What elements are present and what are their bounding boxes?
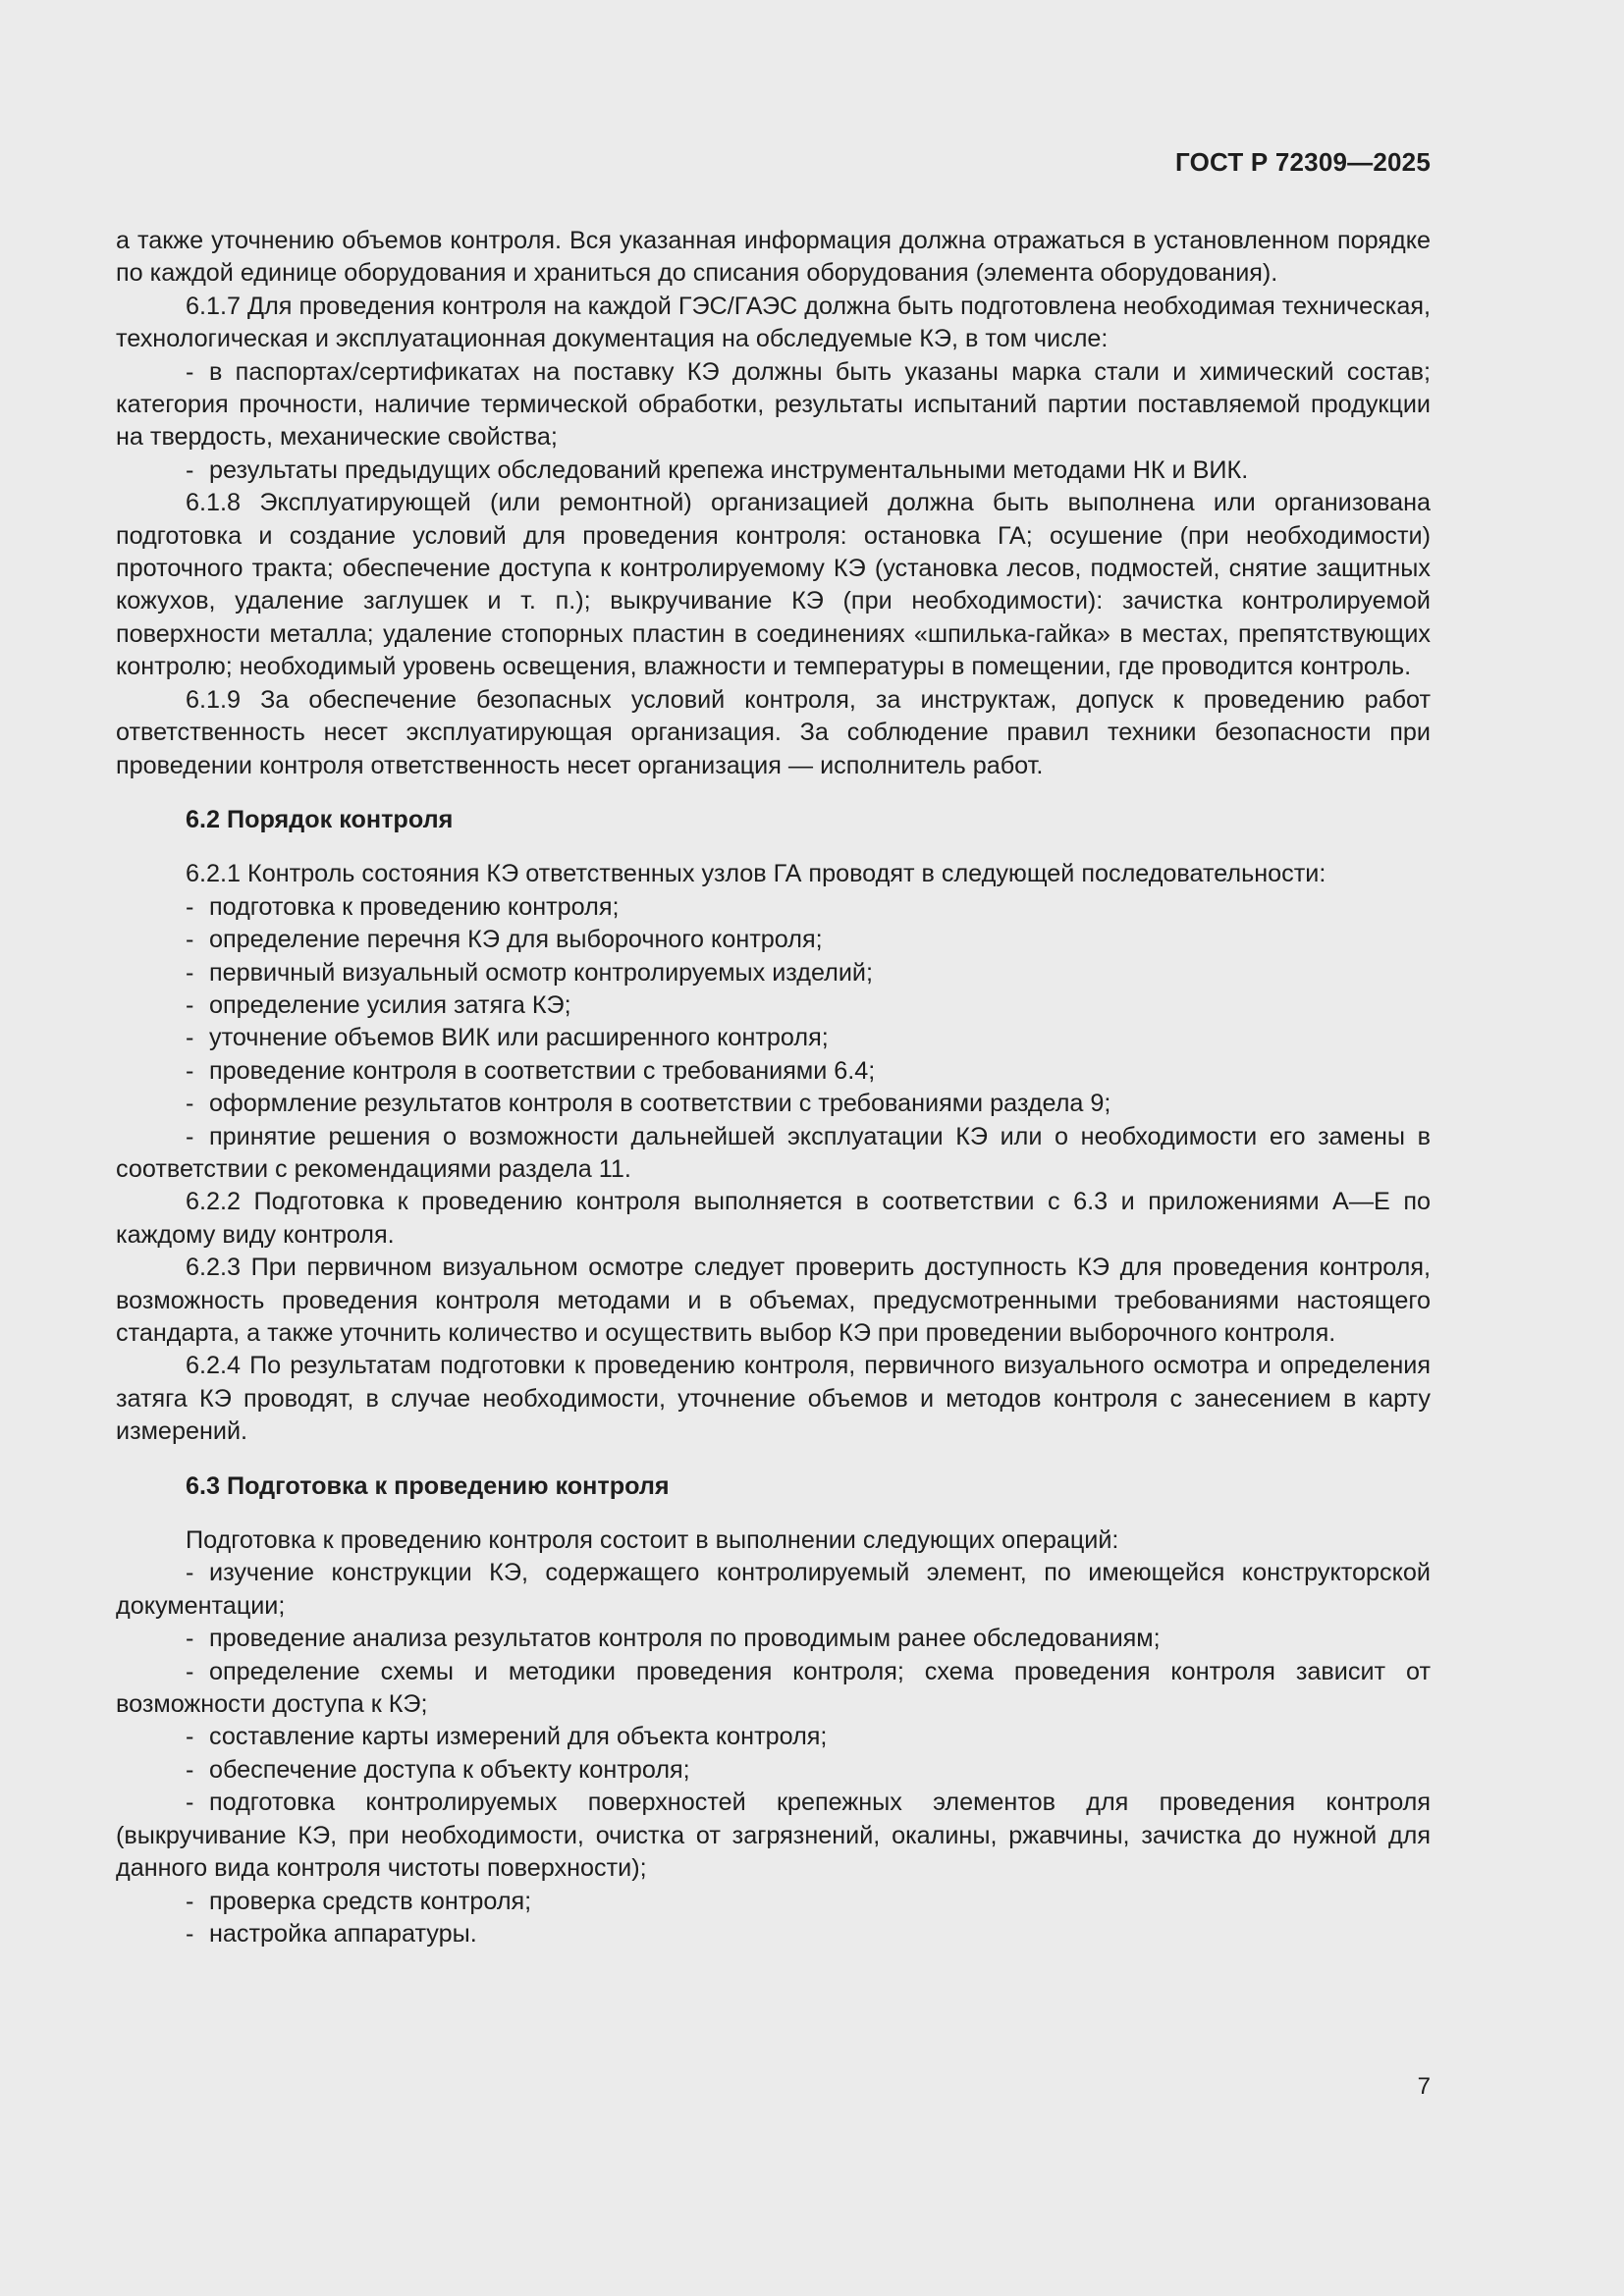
- list-item-text: проверка средств контроля;: [209, 1887, 532, 1915]
- list-item-text: оформление результатов контроля в соответствии с требованиями раздела 9;: [209, 1090, 1111, 1118]
- paragraph: 6.2.2 Подготовка к проведению контроля выполняется в соответствии с 6.3 и приложениями А—Е по каждому виду контроля.: [116, 1188, 1431, 1249]
- list-item-text: составление карты измерений для объекта контроля;: [209, 1723, 828, 1751]
- list-item: [116, 1754, 1431, 1787]
- list-item: [116, 891, 1431, 924]
- list-item: [116, 356, 1431, 454]
- list-bullet: -: [186, 990, 194, 1019]
- list-item-text: уточнение объемов ВИК или расширенного контроля;: [209, 1024, 829, 1052]
- list-item: [116, 1022, 1431, 1054]
- list-item-text: определение перечня КЭ для выборочного контроля;: [209, 926, 823, 954]
- page-number: 7: [1417, 2073, 1431, 2100]
- list-item: [116, 957, 1431, 989]
- list-bullet: -: [186, 892, 194, 921]
- document-code: ГОСТ Р 72309—2025: [1175, 147, 1431, 177]
- list-bullet: -: [186, 1789, 194, 1817]
- list-item-text: в паспортах/сертификатах на поставку КЭ должны быть указаны марка стали и химический состав; категория прочности, наличие термической обработки, результаты испытаний партии поставляемой продукции на твердость, механические свойства;: [116, 357, 1431, 452]
- list-bullet: -: [186, 455, 194, 484]
- list-item-text: принятие решения о возможности дальнейшей эксплуатации КЭ или о необходимости его замены в соответствии с рекомендациями раздела 11.: [116, 1122, 1431, 1183]
- list-item: [116, 1787, 1431, 1885]
- list-item: [116, 924, 1431, 956]
- list-bullet: -: [186, 926, 194, 954]
- list-item-text: обеспечение доступа к объекту контроля;: [209, 1755, 690, 1784]
- list-bullet: -: [186, 1657, 194, 1685]
- list-bullet: -: [186, 1723, 194, 1751]
- paragraph: 6.1.8 Эксплуатирующей (или ремонтной) организацией должна быть выполнена или организована подготовка и создание условий для проведения контроля: остановка ГА; осушение (при необходимости) проточного тракта; обеспечение доступа к контролируемому КЭ (установка лесов, подмостей, снятие защитных кожухов, удаление заглушек и т. п.); выкручивание КЭ (при необходимости): зачистка контролируемой поверхности металла; удаление стопорных пластин в соединениях «шпилька-гайка» в местах, препятствующих контролю; необходимый уровень освещения, влажности и температуры в помещении, где проводится контроль.: [116, 489, 1431, 681]
- list-bullet: -: [186, 1024, 194, 1052]
- list-item-text: подготовка контролируемых поверхностей крепежных элементов для проведения контроля (выкручивание КЭ, при необходимости, очистка от загрязнений, окалины, ржавчины, зачистка до нужной для данного вида контроля чистоты поверхности);: [116, 1789, 1431, 1883]
- list-bullet: -: [186, 1559, 194, 1587]
- list-item: [116, 1918, 1431, 1950]
- list-item-text: первичный визуальный осмотр контролируемых изделий;: [209, 958, 873, 987]
- paragraph: 6.1.7 Для проведения контроля на каждой ГЭС/ГАЭС должна быть подготовлена необходимая техническая, технологическая и эксплуатационная документация на обследуемые КЭ, в том числе:: [116, 292, 1431, 353]
- list-item-text: подготовка к проведению контроля;: [209, 892, 620, 921]
- list-item: [116, 1886, 1431, 1918]
- list-bullet: -: [186, 958, 194, 987]
- paragraph: 6.2.4 По результатам подготовки к проведению контроля, первичного визуального осмотра и определения затяга КЭ проводят, в случае необходимости, уточнение объемов и методов контроля с занесением в карту измерений.: [116, 1352, 1431, 1446]
- list-item: [116, 1721, 1431, 1753]
- paragraph: 6.2.3 При первичном визуальном осмотре следует проверить доступность КЭ для проведения контроля, возможность проведения контроля методами и в объемах, предусмотренными требованиями настоящего стандарта, а также уточнить количество и осуществить выбор КЭ при проведении выборочного контроля.: [116, 1254, 1431, 1347]
- list-bullet: -: [186, 1122, 194, 1150]
- list-bullet: -: [186, 1919, 194, 1948]
- list-item-text: определение схемы и методики проведения контроля; схема проведения контроля зависит от возможности доступа к КЭ;: [116, 1657, 1431, 1719]
- list-bullet: -: [186, 1090, 194, 1118]
- list-item: [116, 1557, 1431, 1623]
- list-item: [116, 989, 1431, 1022]
- list-bullet: -: [186, 1887, 194, 1915]
- paragraph: 6.2.1 Контроль состояния КЭ ответственных узлов ГА проводят в следующей последовательности:: [186, 860, 1326, 888]
- list-bullet: -: [186, 357, 194, 386]
- list-item: [116, 1121, 1431, 1187]
- section-heading: 6.3 Подготовка к проведению контроля: [186, 1471, 670, 1500]
- list-bullet: -: [186, 1755, 194, 1784]
- list-item-text: проведение контроля в соответствии с требованиями 6.4;: [209, 1056, 876, 1085]
- list-item-text: проведение анализа результатов контроля по проводимым ранее обследованиям;: [209, 1625, 1161, 1653]
- list-bullet: -: [186, 1056, 194, 1085]
- paragraph: 6.1.9 За обеспечение безопасных условий контроля, за инструктаж, допуск к проведению работ ответственность несет эксплуатирующая организация. За соблюдение правил техники безопасности при проведении контроля ответственность несет организация — исполнитель работ.: [116, 685, 1431, 779]
- paragraph: Подготовка к проведению контроля состоит в выполнении следующих операций:: [186, 1526, 1119, 1555]
- document-body: [116, 225, 1431, 1950]
- list-item: [116, 1088, 1431, 1120]
- paragraph: а также уточнению объемов контроля. Вся указанная информация должна отражаться в установленном порядке по каждой единице оборудования и храниться до списания оборудования (элемента оборудования).: [116, 227, 1431, 288]
- list-item-text: изучение конструкции КЭ, содержащего контролируемый элемент, по имеющейся конструкторской документации;: [116, 1559, 1431, 1620]
- section-heading: 6.2 Порядок контроля: [186, 805, 454, 833]
- list-item-text: определение усилия затяга КЭ;: [209, 990, 571, 1019]
- list-bullet: -: [186, 1625, 194, 1653]
- list-item-text: настройка аппаратуры.: [209, 1919, 477, 1948]
- list-item-text: результаты предыдущих обследований крепежа инструментальными методами НК и ВИК.: [209, 455, 1249, 484]
- list-item: [116, 1623, 1431, 1655]
- list-item: [116, 1055, 1431, 1088]
- list-item: [116, 1656, 1431, 1722]
- list-item: [116, 454, 1431, 487]
